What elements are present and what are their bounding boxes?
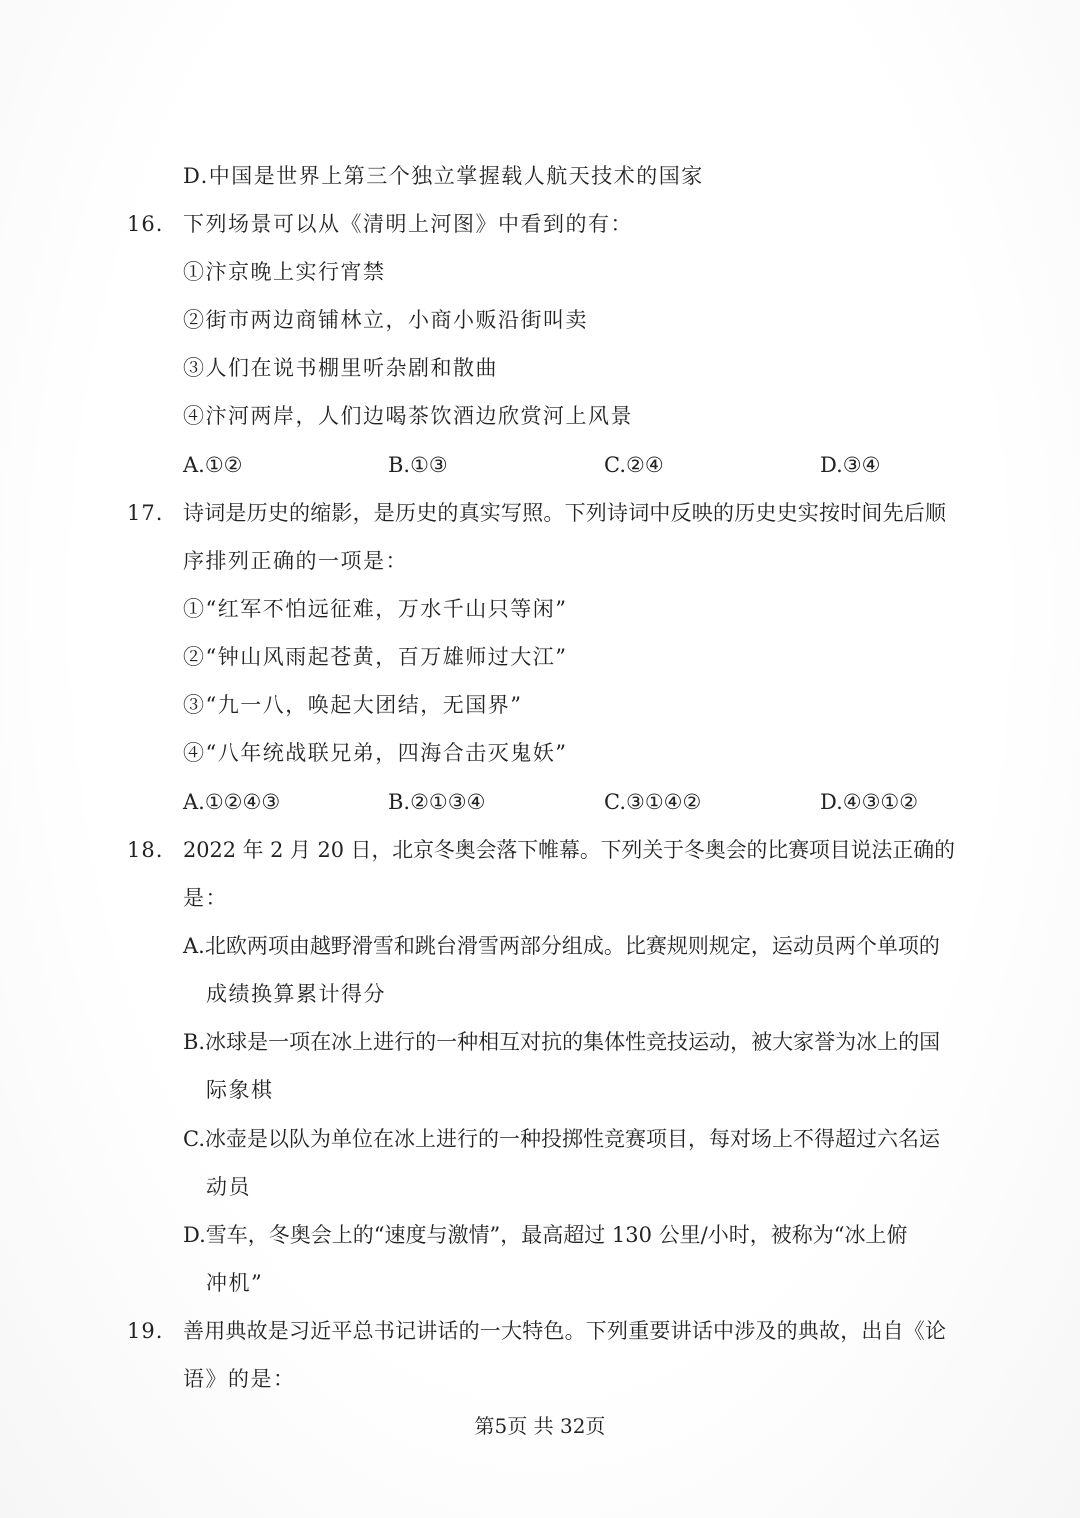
q17-number: 17. — [127, 501, 164, 525]
q16-option-a: A.①② — [183, 453, 243, 477]
q18-number: 18. — [127, 838, 164, 862]
q15-option-d: D.中国是世界上第三个独立掌握载人航天技术的国家 — [183, 164, 704, 188]
q17-stem-line1: 诗词是历史的缩影，是历史的真实写照。下列诗词中反映的历史史实按时间先后顺 — [183, 501, 947, 525]
q16-stem: 下列场景可以从《清明上河图》中看到的有： — [183, 212, 633, 236]
q16-option-b: B.①③ — [388, 453, 448, 477]
q16-number: 16. — [127, 212, 164, 236]
q18-option-b-line1: B.冰球是一项在冰上进行的一种相互对抗的集体性竞技运动，被大家誉为冰上的国 — [183, 1030, 941, 1054]
q17-option-b: B.②①③④ — [388, 790, 486, 814]
q18-option-a-line1: A.北欧两项由越野滑雪和跳台滑雪两部分组成。比赛规则规定，运动员两个单项的 — [183, 934, 940, 958]
q19-stem-line2: 语》的是： — [183, 1367, 296, 1391]
q17-item-4: ④“八年统战联兄弟，四海合击灭鬼妖” — [183, 741, 568, 765]
q17-stem-line2: 序排列正确的一项是： — [183, 549, 408, 573]
q18-option-c-line1: C.冰壶是以队为单位在冰上进行的一种投掷性竞赛项目，每对场上不得超过六名运 — [183, 1127, 940, 1151]
q16-item-4: ④汴河两岸，人们边喝茶饮酒边欣赏河上风景 — [183, 404, 633, 428]
q17-option-a: A.①②④③ — [183, 790, 281, 814]
q18-stem-line1: 2022 年 2 月 20 日，北京冬奥会落下帷幕。下列关于冬奥会的比赛项目说法正确的 — [183, 838, 955, 862]
q16-item-1: ①汴京晚上实行宵禁 — [183, 260, 386, 284]
q18-option-c-line2: 动员 — [206, 1175, 251, 1199]
q19-number: 19. — [127, 1319, 164, 1343]
q16-option-d: D.③④ — [820, 453, 881, 477]
q17-option-c: C.③①④② — [604, 790, 702, 814]
q17-item-2: ②“钟山风雨起苍黄，百万雄师过大江” — [183, 645, 568, 669]
q16-item-2: ②街市两边商铺林立，小商小贩沿街叫卖 — [183, 308, 588, 332]
q17-option-d: D.④③①② — [820, 790, 919, 814]
q18-stem-line2: 是： — [183, 886, 228, 910]
q17-item-1: ①“红军不怕远征难，万水千山只等闲” — [183, 597, 568, 621]
q18-option-a-line2: 成绩换算累计得分 — [206, 982, 386, 1006]
q19-stem-line1: 善用典故是习近平总书记讲话的一大特色。下列重要讲话中涉及的典故，出自《论 — [183, 1319, 947, 1343]
q17-item-3: ③“九一八，唤起大团结，无国界” — [183, 693, 523, 717]
q18-option-d-line1: D.雪车，冬奥会上的“速度与激情”，最高超过 130 公里/小时，被称为“冰上俯 — [183, 1223, 908, 1247]
q18-option-b-line2: 际象棋 — [206, 1078, 274, 1102]
q18-option-d-line2: 冲机” — [206, 1271, 264, 1295]
q16-item-3: ③人们在说书棚里听杂剧和散曲 — [183, 356, 498, 380]
q16-option-c: C.②④ — [604, 453, 664, 477]
page-footer: 第5页 共 32页 — [474, 1414, 606, 1438]
